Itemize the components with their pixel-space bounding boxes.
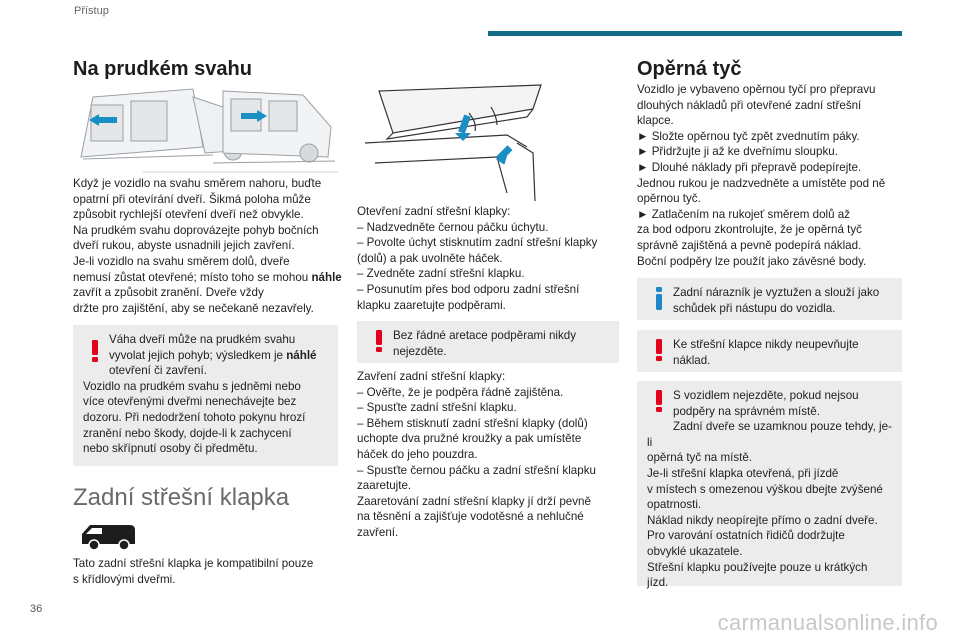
roof-flap-illustration [357, 83, 547, 203]
warning-driving-text: S vozidlem nejezděte, pokud nejsou podpěry na správném místě. Zadní dveře se uzamknou pouze tehdy, je-li opěrná tyč na místě. Je-li střešní klapka otevřená, při jízdě v místech s omezenou výškou dbejte zvýšené opatrnosti. Náklad nikdy neopírejte přímo o zadní dveře. Pro varování ostatních řidičů dodržujte obvyklé ukazatele. Střešní klapku používejte pouze u krátkých jízd. [647, 389, 892, 590]
title-support-bar: Opěrná tyč [637, 58, 742, 80]
rear-roof-flap-text [73, 556, 343, 587]
warning-load-text: Ke střešní klapce nikdy neupevňujte náklad. [673, 338, 859, 367]
warning-icon [367, 328, 391, 360]
steep-slope-text [73, 176, 343, 316]
section-label: Přístup [74, 5, 109, 17]
info-icon [647, 285, 671, 317]
warning-note-props [357, 321, 619, 363]
title-rear-roof-flap: Zadní střešní klapka [73, 484, 290, 511]
roof-flap-opening-steps: Otevření zadní střešní klapky: – Nadzvedněte černou páčku úchytu. – Povolte úchyt stisknutím zadní střešní klapky (dolů) a pak uvolněte háček. – Zvedněte zadní střešní klapku. – Posunutím přes bod odporu zadní střešní klapku zaaretujte podpěrami. [357, 205, 598, 312]
warning-note-slope [73, 325, 338, 466]
warning-icon [83, 332, 107, 364]
rear-roof-flap-compat: Tato zadní střešní klapka je kompatibilní pouze s křídlovými dveřmi. [73, 557, 314, 586]
warning-slope-pre: Váha dveří může na prudkém svahu vyvolat jejich pohyb; výsledkem je [109, 333, 296, 362]
van-icon [80, 522, 138, 552]
roof-flap-closing-text [357, 369, 627, 541]
roof-flap-opening-text [357, 204, 627, 313]
header-accent-bar [488, 31, 902, 36]
info-note-bumper [637, 278, 902, 320]
watermark: carmanualsonline.info [717, 610, 938, 635]
warning-props-text: Bez řádné aretace podpěrami nikdy nejezděte. [393, 329, 577, 358]
warning-slope-post: otevření či zavření. Vozidlo na prudkém svahu s jedněmi nebo více otevřenými dveřmi nenechávejte bez dozoru. Při nedodržení tohoto pokynu hrozí zranění nebo škody, dojde-li k zachycení nebo skřípnutí osoby či předmětu. [83, 364, 306, 456]
steep-slope-illustration [73, 87, 338, 173]
warning-icon [647, 337, 671, 369]
page-number: 36 [30, 603, 43, 615]
support-bar-body: Vozidlo je vybaveno opěrnou tyčí pro přepravu dlouhých nákladů při otevřené zadní střešní klapce. ► Složte opěrnou tyč zpět zvednutím páky. ► Přidržujte ji až ke dveřnímu sloupku. ► Dlouhé náklady při přepravě podepírejte. Jednou rukou je nadzvedněte a umístěte pod ně opěrnou tyč. ► Zatlačením na rukojeť směrem dolů až za bod odporu zkontrolujte, že je opěrná tyč správně zajištěná a pevně podepírá náklad. Boční podpěry lze použít jako závěsné body. [637, 83, 886, 268]
steep-slope-body: Když je vozidlo na svahu směrem nahoru, buďte opatrní při otevírání dveří. Šikmá poloha může způsobit rychlejší otevření dveří než obvykle. Na prudkém svahu doprovázejte pohyb bočních dveří rukou, abyste usnadnili jejich zavření. Je-li vozidlo na svahu směrem dolů, dveře nemusí zůstat otevřené; místo toho se mohou [73, 177, 322, 284]
roof-flap-closing-steps: Zavření zadní střešní klapky: – Ověřte, že je podpěra řádně zajištěna. – Spusťte zadní střešní klapku. – Během stisknutí zadní střešní klapky (dolů) uchopte dva pružné kroužky a pak umístěte háček do jeho pouzdra. – Spusťte černou páčku a zadní střešní klapku zaaretujte. Zaaretování zadní střešní klapky jí drží pevně na těsnění a zajišťuje vodotěsné a nehlučné zavření. [357, 370, 596, 539]
warning-slope-bold: náhlé [286, 348, 317, 362]
warning-icon [647, 388, 671, 420]
info-bumper-text: Zadní nárazník je vyztužen a slouží jako schůdek při nástupu do vozidla. [673, 286, 880, 315]
title-steep-slope: Na prudkém svahu [73, 58, 252, 80]
steep-slope-bold: náhle [311, 270, 342, 284]
support-bar-text [637, 82, 907, 269]
warning-note-driving [637, 381, 902, 590]
warning-note-load [637, 330, 902, 372]
steep-slope-body-tail: zavřít a způsobit zranění. Dveře vždy držte pro zajištění, aby se nečekaně nezavřely. [73, 286, 314, 315]
